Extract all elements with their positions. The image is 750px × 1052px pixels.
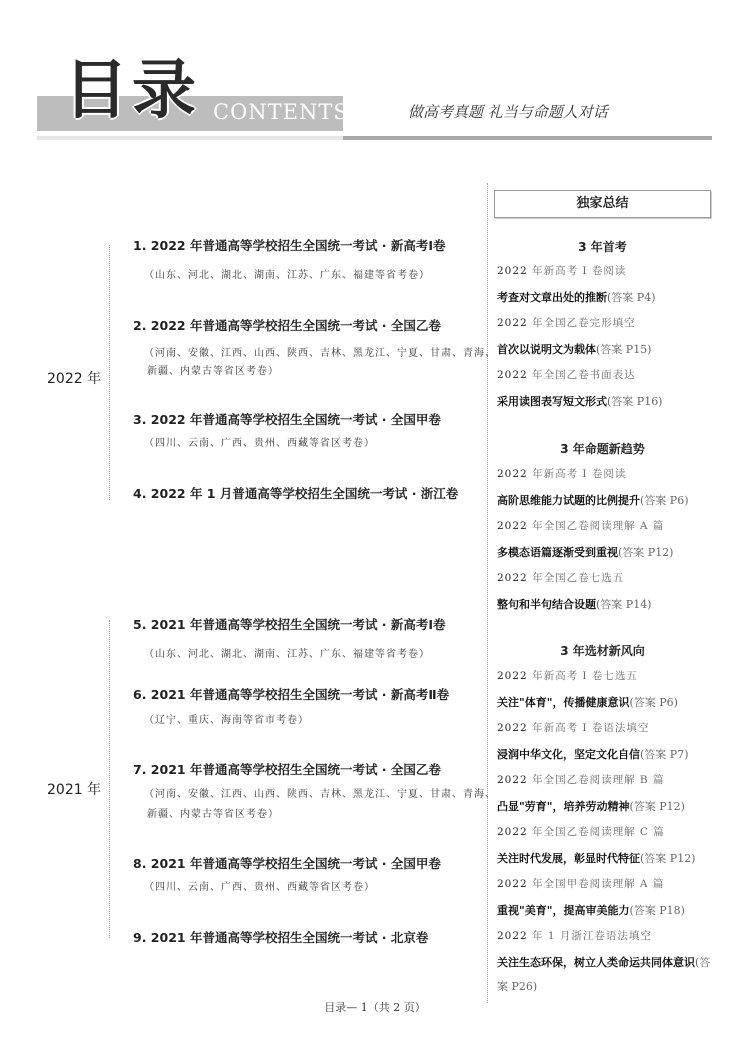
- source-year: 2022: [497, 468, 528, 480]
- answer-ref: (答: [695, 956, 711, 969]
- source-year: 2022: [497, 774, 528, 786]
- point-title: 整句和半句结合设题: [497, 598, 596, 611]
- toc-entry-regions: 新疆、内蒙古等省区考卷）: [147, 366, 279, 377]
- summary-point[interactable]: [497, 694, 678, 710]
- source-text: 年新高考 Ⅰ 卷阅读: [527, 265, 627, 277]
- source-text: 年新高考 Ⅰ 卷阅读: [527, 468, 627, 480]
- toc-entry-title[interactable]: 1. 2022 年普通高等学校招生全国统一考试 · 新高考Ⅰ卷: [133, 238, 446, 253]
- toc-entry-regions: （河南、安徽、江西、山西、陕西、吉林、黑龙江、宁夏、甘肃、青海、: [144, 348, 496, 359]
- point-title: 关注生态环保，树立人类命运共同体意识: [497, 956, 695, 969]
- slogan: 做高考真题 礼当与命题人对话: [408, 103, 608, 121]
- toc-entry-regions: （河南、安徽、江西、山西、陕西、吉林、黑龙江、宁夏、甘肃、青海、: [144, 789, 496, 800]
- answer-ref: (答案 P14): [596, 598, 652, 611]
- toc-entry-title[interactable]: 3. 2022 年普通高等学校招生全国统一考试 · 全国甲卷: [133, 412, 441, 427]
- page-title: 目录: [64, 54, 200, 128]
- summary-source: [497, 772, 664, 787]
- answer-ref: (答案 P18): [629, 904, 685, 917]
- source-year: 2022: [497, 317, 528, 329]
- toc-entry-regions: （辽宁、重庆、海南等省市考卷）: [144, 715, 309, 726]
- header-divider-left: [37, 136, 343, 140]
- toc-entry-regions: 新疆、内蒙古等省区考卷）: [147, 809, 279, 820]
- toc-entry-regions: （山东、河北、湖北、湖南、江苏、广东、福建等省考卷）: [144, 270, 430, 281]
- toc-entry-title[interactable]: 9. 2021 年普通高等学校招生全国统一考试 · 北京卷: [133, 930, 429, 945]
- answer-ref: (答案 P12): [640, 852, 696, 865]
- summary-source: [497, 876, 664, 891]
- source-text: 年全国甲卷阅读理解 A 篇: [527, 878, 665, 890]
- point-title: 考查对文章出处的推断: [497, 291, 607, 304]
- answer-ref: (答案 P6): [629, 696, 678, 709]
- summary-title-box: 独家总结: [494, 190, 711, 218]
- year-label-2022: 2022 年: [47, 371, 102, 387]
- toc-entry-regions: （四川、云南、广西、贵州、西藏等省区考卷）: [144, 882, 375, 893]
- toc-entry-title[interactable]: 4. 2022 年 1 月普通高等学校招生全国统一考试 · 浙江卷: [133, 486, 459, 501]
- summary-source: [497, 824, 665, 839]
- source-year: 2022: [497, 520, 528, 532]
- contents-label: CONTENTS: [213, 100, 349, 124]
- summary-point[interactable]: [497, 954, 710, 970]
- point-title: 高阶思维能力试题的比例提升: [497, 494, 640, 507]
- point-title: 多模态语篇逐渐受到重视: [497, 546, 618, 559]
- answer-ref-continued: 案 P26): [497, 980, 538, 993]
- toc-entry-title[interactable]: 8. 2021 年普通高等学校招生全国统一考试 · 全国甲卷: [133, 856, 441, 871]
- source-text: 年全国乙卷阅读理解 C 篇: [527, 826, 665, 838]
- summary-section-heading: 3 年选材新风向: [560, 644, 645, 658]
- source-text: 年全国乙卷书面表达: [527, 369, 636, 381]
- point-title: 采用读图表写短文形式: [497, 395, 607, 408]
- point-title: 关注"体育"，传播健康意识: [497, 696, 630, 709]
- source-text: 年全国乙卷阅读理解 A 篇: [527, 520, 665, 532]
- year-2021-divider: [109, 620, 110, 938]
- summary-point[interactable]: [497, 289, 655, 305]
- source-year: 2022: [497, 930, 528, 942]
- summary-point[interactable]: [497, 544, 673, 560]
- summary-point-continued: [497, 978, 537, 994]
- point-title: 浸润中华文化，坚定文化自信: [497, 748, 640, 761]
- header-divider-right: [343, 136, 712, 140]
- answer-ref: (答案 P15): [596, 343, 652, 356]
- summary-source: [497, 315, 636, 330]
- toc-entry-title[interactable]: 5. 2021 年普通高等学校招生全国统一考试 · 新高考Ⅰ卷: [133, 617, 446, 632]
- year-label-2021: 2021 年: [47, 782, 102, 798]
- answer-ref: (答案 P7): [640, 748, 689, 761]
- answer-ref: (答案 P16): [607, 395, 663, 408]
- summary-source: [497, 928, 652, 943]
- summary-point[interactable]: [497, 492, 688, 508]
- answer-ref: (答案 P12): [618, 546, 674, 559]
- source-year: 2022: [497, 670, 528, 682]
- summary-source: [497, 263, 626, 278]
- source-year: 2022: [497, 572, 528, 584]
- summary-section-heading: 3 年首考: [578, 240, 627, 254]
- summary-point[interactable]: [497, 746, 688, 762]
- source-year: 2022: [497, 265, 528, 277]
- toc-entry-title[interactable]: 7. 2021 年普通高等学校招生全国统一考试 · 全国乙卷: [133, 762, 441, 777]
- point-title: 关注时代发展，彰显时代特征: [497, 852, 640, 865]
- summary-source: [497, 570, 624, 585]
- point-title: 凸显"劳育"，培养劳动精神: [497, 800, 630, 813]
- summary-point[interactable]: [497, 341, 651, 357]
- answer-ref: (答案 P4): [607, 291, 656, 304]
- summary-point[interactable]: [497, 596, 651, 612]
- toc-entry-regions: （山东、河北、湖北、湖南、江苏、广东、福建等省考卷）: [144, 649, 430, 660]
- summary-source: [497, 668, 638, 683]
- source-text: 年新高考 Ⅰ 卷语法填空: [527, 722, 650, 734]
- toc-entry-regions: （四川、云南、广西、贵州、西藏等省区考卷）: [144, 438, 375, 449]
- point-title: 重视"美育"，提高审美能力: [497, 904, 630, 917]
- year-2022-divider: [109, 245, 110, 500]
- source-text: 年全国乙卷完形填空: [527, 317, 636, 329]
- source-text: 年全国乙卷阅读理解 B 篇: [527, 774, 665, 786]
- source-text: 年新高考 Ⅰ 卷七选五: [527, 670, 638, 682]
- summary-section-heading: 3 年命题新趋势: [560, 442, 645, 456]
- source-year: 2022: [497, 878, 528, 890]
- toc-entry-title[interactable]: 6. 2021 年普通高等学校招生全国统一考试 · 新高考Ⅱ卷: [133, 687, 450, 702]
- column-divider: [487, 183, 488, 1003]
- source-text: 年 1 月浙江卷语法填空: [527, 930, 652, 942]
- summary-point[interactable]: [497, 902, 685, 918]
- summary-point[interactable]: [497, 393, 662, 409]
- summary-point[interactable]: [497, 850, 695, 866]
- summary-source: [497, 720, 649, 735]
- source-year: 2022: [497, 369, 528, 381]
- source-year: 2022: [497, 826, 528, 838]
- answer-ref: (答案 P12): [629, 800, 685, 813]
- answer-ref: (答案 P6): [640, 494, 689, 507]
- summary-source: [497, 367, 636, 382]
- summary-source: [497, 466, 626, 481]
- page-footer: 目录— 1（共 2 页）: [324, 1001, 426, 1014]
- point-title: 首次以说明文为载体: [497, 343, 596, 356]
- source-text: 年全国乙卷七选五: [527, 572, 625, 584]
- toc-entry-title[interactable]: 2. 2022 年普通高等学校招生全国统一考试 · 全国乙卷: [133, 318, 441, 333]
- summary-source: [497, 518, 664, 533]
- source-year: 2022: [497, 722, 528, 734]
- summary-point[interactable]: [497, 798, 685, 814]
